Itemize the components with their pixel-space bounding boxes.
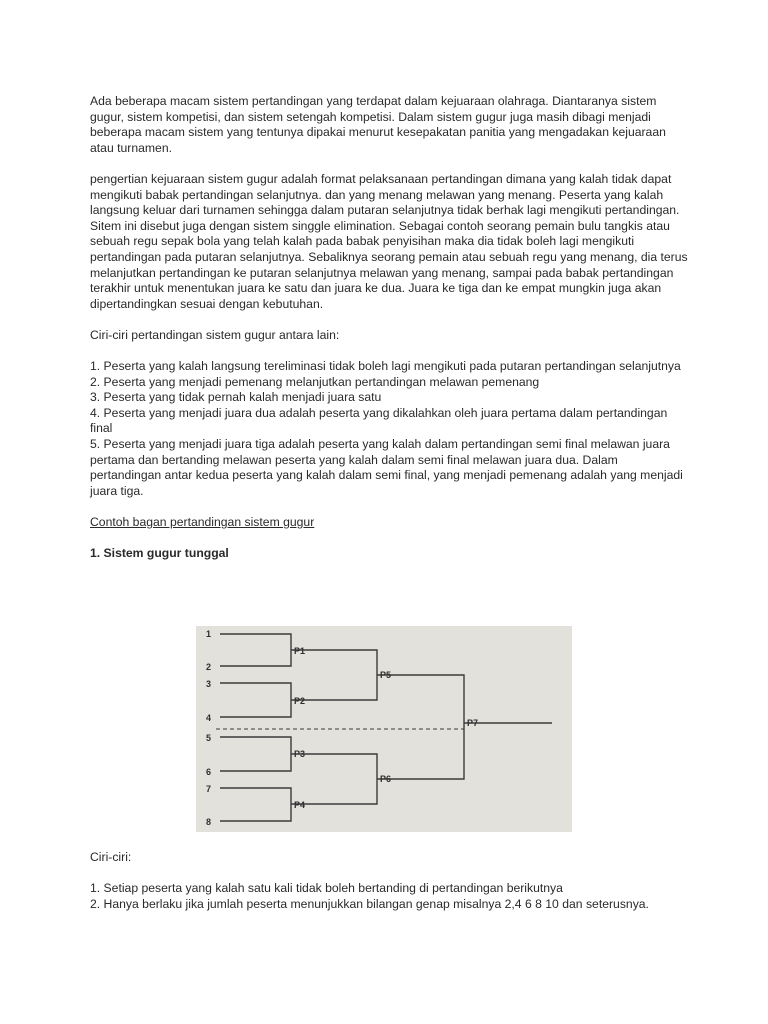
participant-7-label: 7 bbox=[206, 784, 212, 794]
bracket-figure bbox=[196, 626, 572, 832]
ciri-heading: Ciri-ciri pertandingan sistem gugur antara lain: bbox=[90, 327, 340, 342]
bracket-line-p1 bbox=[220, 634, 291, 666]
participant-6-label: 6 bbox=[206, 767, 212, 777]
list-item: 3. Peserta yang tidak pernah kalah menjadi juara satu bbox=[90, 390, 382, 405]
match-p1-label: P1 bbox=[294, 646, 306, 656]
bracket-line-p7 bbox=[377, 675, 464, 779]
match-p6-label: P6 bbox=[380, 774, 392, 784]
ciri2-section bbox=[90, 850, 690, 912]
definition-paragraph: pengertian kejuaraan sistem gugur adalah format pelaksanaan pertandingan dimana yang kalah tidak dapat mengikuti babak pertandingan selanjutnya. dan yang menang melawan yang menang. Peserta yang kalah langsung keluar dari turnamen sehingga dalam putaran selanjutnya tidak berhak lagi mengikuti pertandingan. Sitem ini disebut juga dengan sistem singgle elimination. Sebagai contoh seorang pemain bulu tangkis atau sebuah regu sepak bola yang telah kalah pada babak penyisihan maka dia tidak boleh lagi mengikuti pertandingan pada putaran selanjutnya. Sebaliknya seorang pemain atau sebuah regu yang menang, dia terus melanjutkan pertandingan ke putaran selanjutnya melawan yang menang, sampai pada babak pertandingan terakhir untuk menentukan juara ke satu dan juara ke dua. Juara ke tiga dan ke empat mungkin juga akan dipertandingkan sesuai dengan kebutuhan. bbox=[90, 171, 688, 311]
ciri2-heading: Ciri-ciri: bbox=[90, 850, 132, 864]
participant-5-label: 5 bbox=[206, 733, 212, 743]
example-link[interactable]: Contoh bagan pertandingan sistem gugur bbox=[90, 515, 315, 530]
match-p5-label: P5 bbox=[380, 670, 392, 680]
participant-8-label: 8 bbox=[206, 817, 212, 827]
bracket-line-p6 bbox=[291, 754, 377, 804]
list-item: 1. Setiap peserta yang kalah satu kali tidak boleh bertanding di pertandingan berikutnya bbox=[90, 881, 563, 896]
participant-2-label: 2 bbox=[206, 662, 212, 672]
bracket-line-p2 bbox=[220, 683, 291, 717]
match-p3-label: P3 bbox=[294, 749, 306, 759]
list-item: 1. Peserta yang kalah langsung tereliminasi tidak boleh lagi mengikuti pada putaran pertandingan selanjutnya bbox=[90, 359, 681, 374]
match-p7-label: P7 bbox=[467, 718, 479, 728]
ciri-list bbox=[90, 359, 690, 499]
intro-paragraph: Ada beberapa macam sistem pertandingan yang terdapat dalam kejuaraan olahraga. Diantaranya sistem gugur, sistem kompetisi, dan sistem setengah kompetisi. Dalam sistem gugur juga masih dibagi menjadi beberapa macam sistem yang tentunya dipakai menurut kesepakatan panitia yang mengadakan kejuaraan atau turnamen. bbox=[90, 94, 666, 155]
list-item: 5. Peserta yang menjadi juara tiga adalah peserta yang kalah dalam pertandingan semi final melawan juara pertama dan bertanding melawan peserta yang kalah dalam semi final melawan juara dua. Dalam pertandingan antar kedua peserta yang kalah dalam semi final, yang menjadi pemenang adalah yang menjadi juara tiga. bbox=[90, 437, 683, 498]
participant-4-label: 4 bbox=[206, 713, 212, 723]
match-p2-label: P2 bbox=[294, 696, 306, 706]
bracket-diagram bbox=[196, 626, 572, 832]
list-item: 2. Peserta yang menjadi pemenang melanjutkan pertandingan melawan pemenang bbox=[90, 374, 540, 389]
bracket-line-p4 bbox=[220, 788, 291, 821]
bracket-line-p5 bbox=[291, 650, 377, 700]
participant-3-label: 3 bbox=[206, 679, 212, 689]
participant-1-label: 1 bbox=[206, 629, 212, 639]
document-body bbox=[90, 94, 690, 590]
section-heading: 1. Sistem gugur tunggal bbox=[90, 546, 229, 561]
match-p4-label: P4 bbox=[294, 800, 306, 810]
list-item: 4. Peserta yang menjadi juara dua adalah peserta yang dikalahkan oleh juara pertama dalam pertandingan final bbox=[90, 405, 668, 436]
list-item: 2. Hanya berlaku jika jumlah peserta menunjukkan bilangan genap misalnya 2,4 6 8 10 dan seterusnya. bbox=[90, 896, 649, 911]
bracket-line-p3 bbox=[220, 737, 291, 771]
